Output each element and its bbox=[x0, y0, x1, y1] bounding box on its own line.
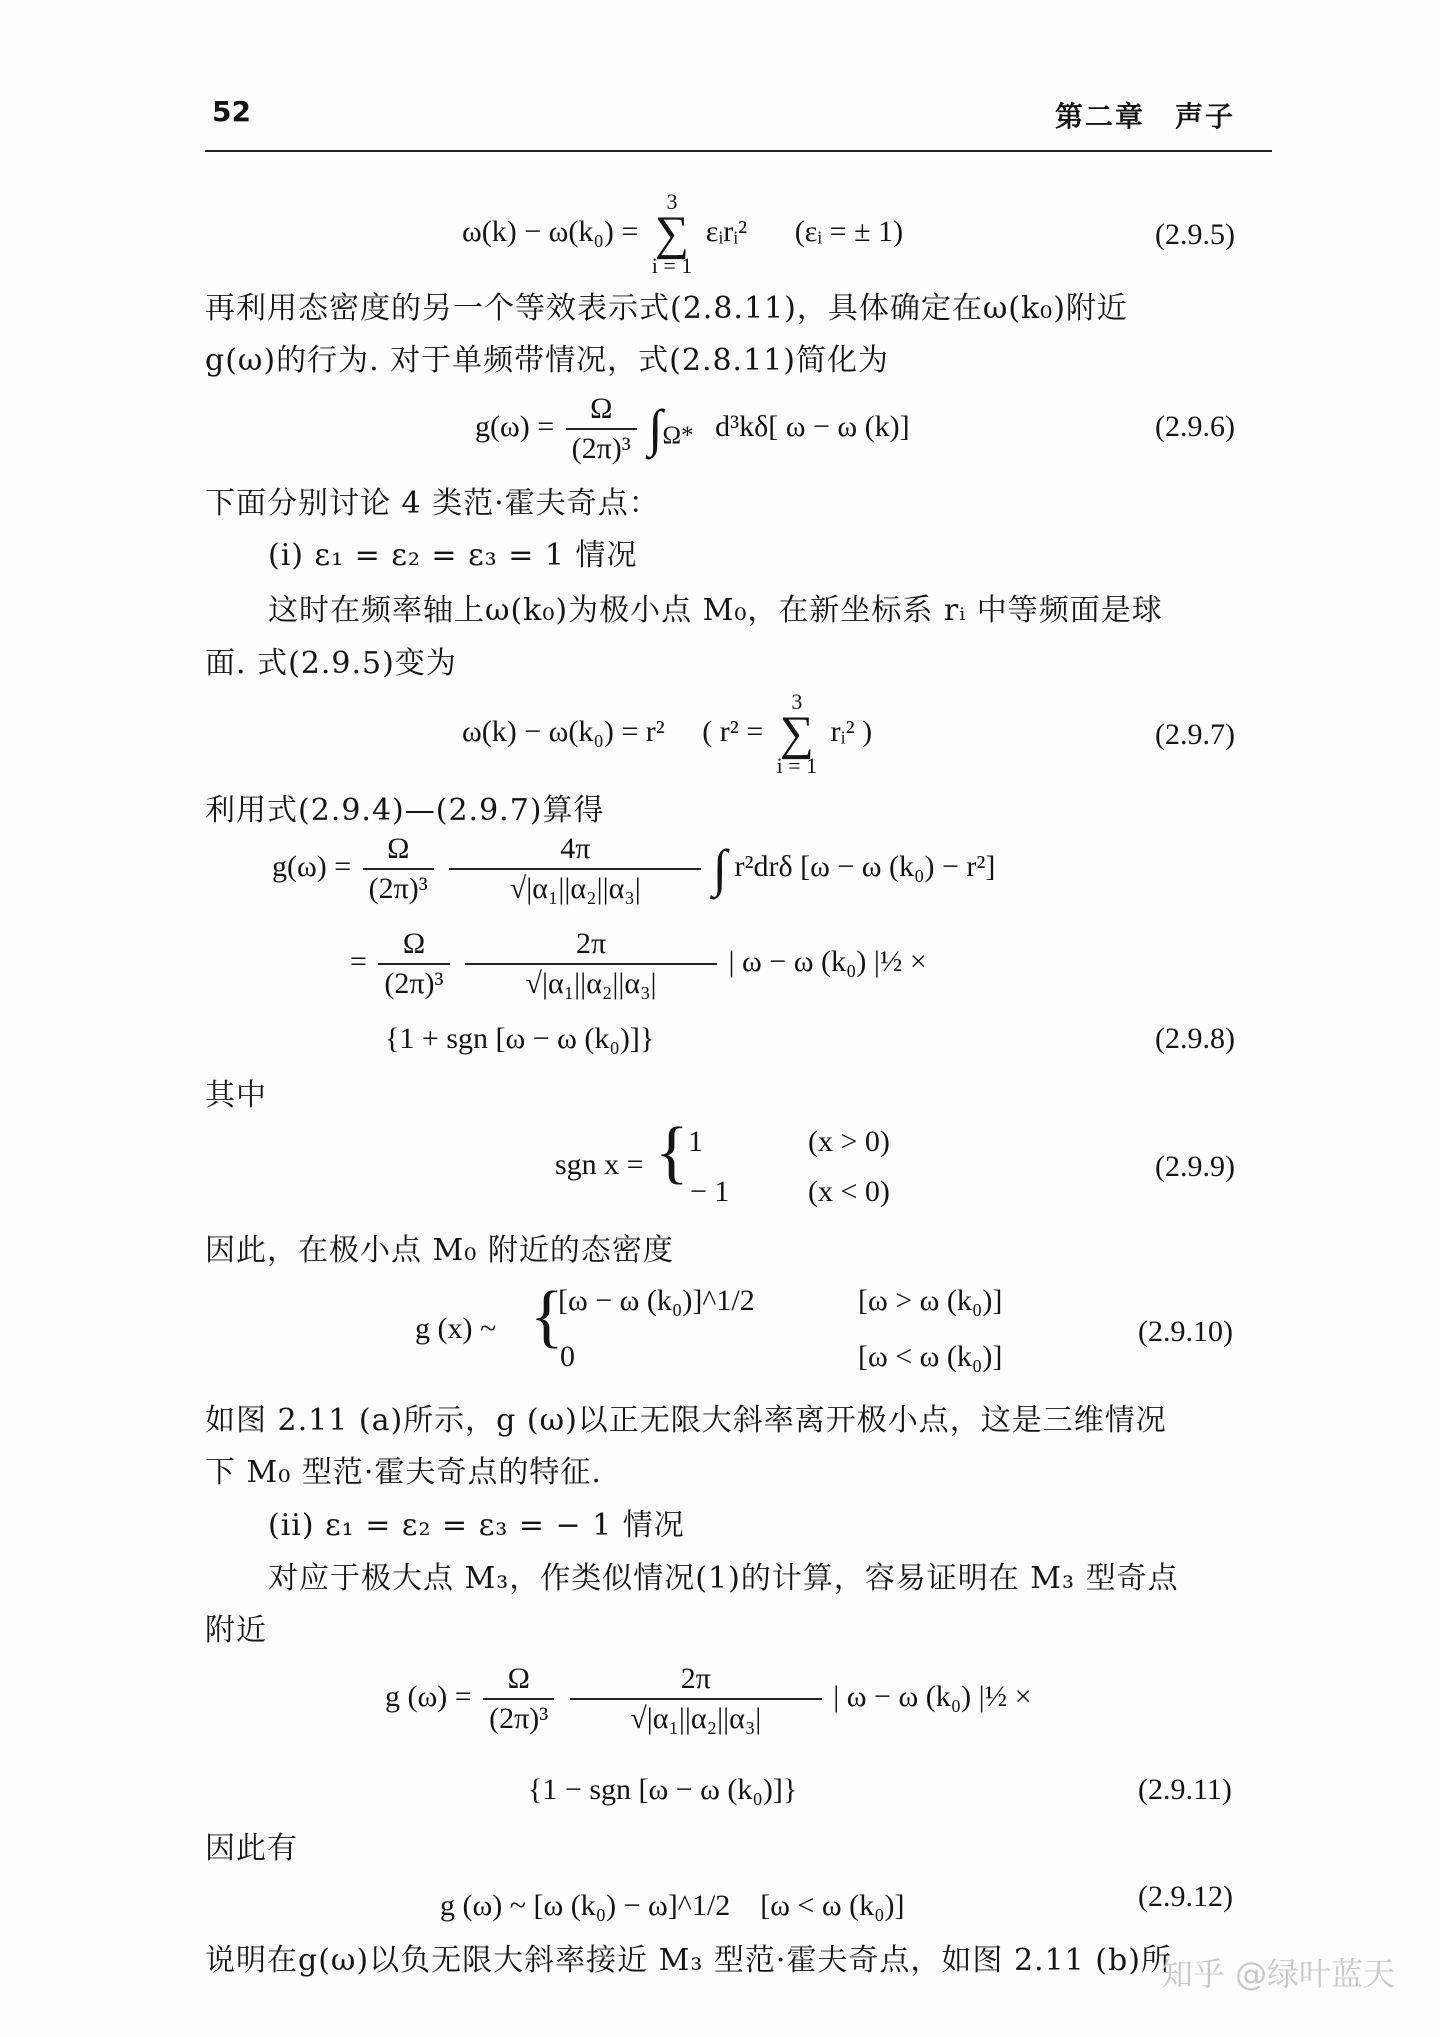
eq-rhs: d³kδ[ ω − ω (k)] bbox=[715, 409, 910, 443]
paragraph: 因此，在极小点 M₀ 附近的态密度 bbox=[205, 1233, 674, 1268]
eq-condition: ( r² = bbox=[702, 714, 771, 748]
eq-rhs: εᵢrᵢ² bbox=[705, 214, 748, 248]
fraction: $\frac{2\pi}{\text{√|α₁||α₂||α₃|}}$ bbox=[465, 925, 717, 1003]
case-condition: (x < 0) bbox=[808, 1175, 890, 1208]
eq-lhs: = bbox=[350, 944, 375, 978]
eq-condition: (εᵢ = ± 1) bbox=[794, 214, 904, 248]
fraction: $\frac{\Omega}{\text{(2π)³}}$ bbox=[363, 830, 434, 908]
equation-number: (2.9.12) bbox=[1138, 1880, 1233, 1913]
equation-2-9-5 bbox=[462, 189, 904, 278]
paragraph: 如图 2.11 (a)所示，g (ω)以正无限大斜率离开极小点，这是三维情况 bbox=[205, 1403, 1167, 1438]
paragraph: (i) ε₁ = ε₂ = ε₃ = 1 情况 bbox=[268, 538, 638, 573]
equation-2-9-7 bbox=[462, 689, 873, 778]
eq-lhs: g(ω) = bbox=[475, 409, 562, 443]
case-condition: [ω > ω (k₀)] bbox=[858, 1284, 1003, 1317]
paragraph: (ii) ε₁ = ε₂ = ε₃ = − 1 情况 bbox=[268, 1508, 685, 1543]
case-value: 0 bbox=[560, 1340, 575, 1373]
equation-number: (2.9.7) bbox=[1155, 718, 1235, 751]
eq-rhs: | ω − ω (k₀) |½ × bbox=[728, 944, 927, 978]
fraction: $\frac{\Omega}{\text{(2π)³}}$ bbox=[483, 1660, 554, 1738]
sum-symbol: 3 ∑ i = 1 bbox=[651, 189, 693, 278]
paragraph: 其中 bbox=[205, 1078, 267, 1113]
eq-lhs: sgn x = bbox=[555, 1148, 644, 1181]
case-value: 1 bbox=[688, 1125, 703, 1158]
integral-symbol: ∫ bbox=[648, 400, 663, 458]
case-condition: (x > 0) bbox=[808, 1125, 890, 1158]
fraction: $\frac{\Omega}{\text{(2π)³}}$ bbox=[566, 390, 637, 468]
paragraph: 因此有 bbox=[205, 1831, 298, 1866]
paragraph: 下 M₀ 型范·霍夫奇点的特征. bbox=[205, 1455, 602, 1490]
equation-number: (2.9.5) bbox=[1155, 218, 1235, 251]
page-number: 52 bbox=[212, 95, 251, 128]
sum-symbol: 3 ∑ i = 1 bbox=[776, 689, 818, 778]
paragraph: 对应于极大点 M₃，作类似情况(1)的计算，容易证明在 M₃ 型奇点 bbox=[268, 1561, 1179, 1596]
equation-number: (2.9.10) bbox=[1138, 1315, 1233, 1348]
equation-2-9-12: g (ω) ~ [ω (k₀) − ω]^1/2 [ω < ω (k₀)] bbox=[440, 1889, 905, 1922]
fraction: $\frac{2\pi}{\text{√|α₁||α₂||α₃|}}$ bbox=[570, 1660, 822, 1738]
equation-number: (2.9.9) bbox=[1155, 1150, 1235, 1183]
equation-2-9-8-line3: {1 + sgn [ω − ω (k₀)]} bbox=[385, 1022, 655, 1055]
paragraph: g(ω)的行为. 对于单频带情况，式(2.8.11)简化为 bbox=[205, 343, 889, 378]
eq-lhs: g (x) ~ bbox=[415, 1312, 497, 1345]
fraction: $\frac{4\pi}{\text{√|α₁||α₂||α₃|}}$ bbox=[449, 830, 701, 908]
paragraph: 说明在g(ω)以负无限大斜率接近 M₃ 型范·霍夫奇点，如图 2.11 (b)所 bbox=[205, 1943, 1172, 1978]
header-rule bbox=[205, 150, 1272, 152]
equation-2-9-11-line2: {1 − sgn [ω − ω (k₀)]} bbox=[528, 1773, 798, 1806]
equation-2-9-11-line1 bbox=[385, 1660, 1032, 1738]
eq-lhs: g(ω) = bbox=[272, 849, 359, 883]
watermark: 知乎 @绿叶蓝天 bbox=[1160, 1955, 1395, 1993]
eq-condition: rᵢ² ) bbox=[830, 714, 873, 748]
equation-2-9-6 bbox=[475, 390, 910, 468]
fraction: $\frac{\Omega}{\text{(2π)³}}$ bbox=[378, 925, 449, 1003]
equation-number: (2.9.8) bbox=[1155, 1022, 1235, 1055]
paragraph: 利用式(2.9.4)—(2.9.7)算得 bbox=[205, 793, 605, 828]
equation-2-9-8-line2 bbox=[350, 925, 927, 1003]
integral-symbol: ∫ bbox=[712, 840, 728, 898]
case-value: − 1 bbox=[690, 1175, 730, 1208]
equation-2-9-8-line1 bbox=[272, 830, 995, 908]
brace: { bbox=[530, 1278, 564, 1355]
eq-rhs: r²drδ [ω − ω (k₀) − r²] bbox=[734, 849, 996, 883]
brace: { bbox=[655, 1114, 689, 1191]
case-condition: [ω < ω (k₀)] bbox=[858, 1340, 1003, 1373]
paragraph: 再利用态密度的另一个等效表示式(2.8.11)，具体确定在ω(k₀)附近 bbox=[205, 291, 1128, 326]
case-value: [ω − ω (k₀)]^1/2 bbox=[558, 1284, 755, 1317]
eq-rhs: | ω − ω (k₀) |½ × bbox=[833, 1679, 1032, 1713]
paragraph: 下面分别讨论 4 类范·霍夫奇点： bbox=[205, 486, 660, 521]
paragraph: 面. 式(2.9.5)变为 bbox=[205, 646, 457, 681]
integral-domain: Ω* bbox=[662, 421, 694, 449]
equation-number: (2.9.11) bbox=[1138, 1773, 1232, 1806]
eq-lhs: g (ω) = bbox=[385, 1679, 480, 1713]
paragraph: 附近 bbox=[205, 1613, 267, 1648]
paragraph: 这时在频率轴上ω(k₀)为极小点 M₀，在新坐标系 rᵢ 中等频面是球 bbox=[268, 593, 1163, 628]
eq-lhs: ω(k) − ω(k₀) = bbox=[462, 214, 646, 248]
chapter-title: 第二章 声子 bbox=[1055, 100, 1236, 133]
eq-lhs: ω(k) − ω(k₀) = r² bbox=[462, 714, 665, 748]
equation-number: (2.9.6) bbox=[1155, 410, 1235, 443]
